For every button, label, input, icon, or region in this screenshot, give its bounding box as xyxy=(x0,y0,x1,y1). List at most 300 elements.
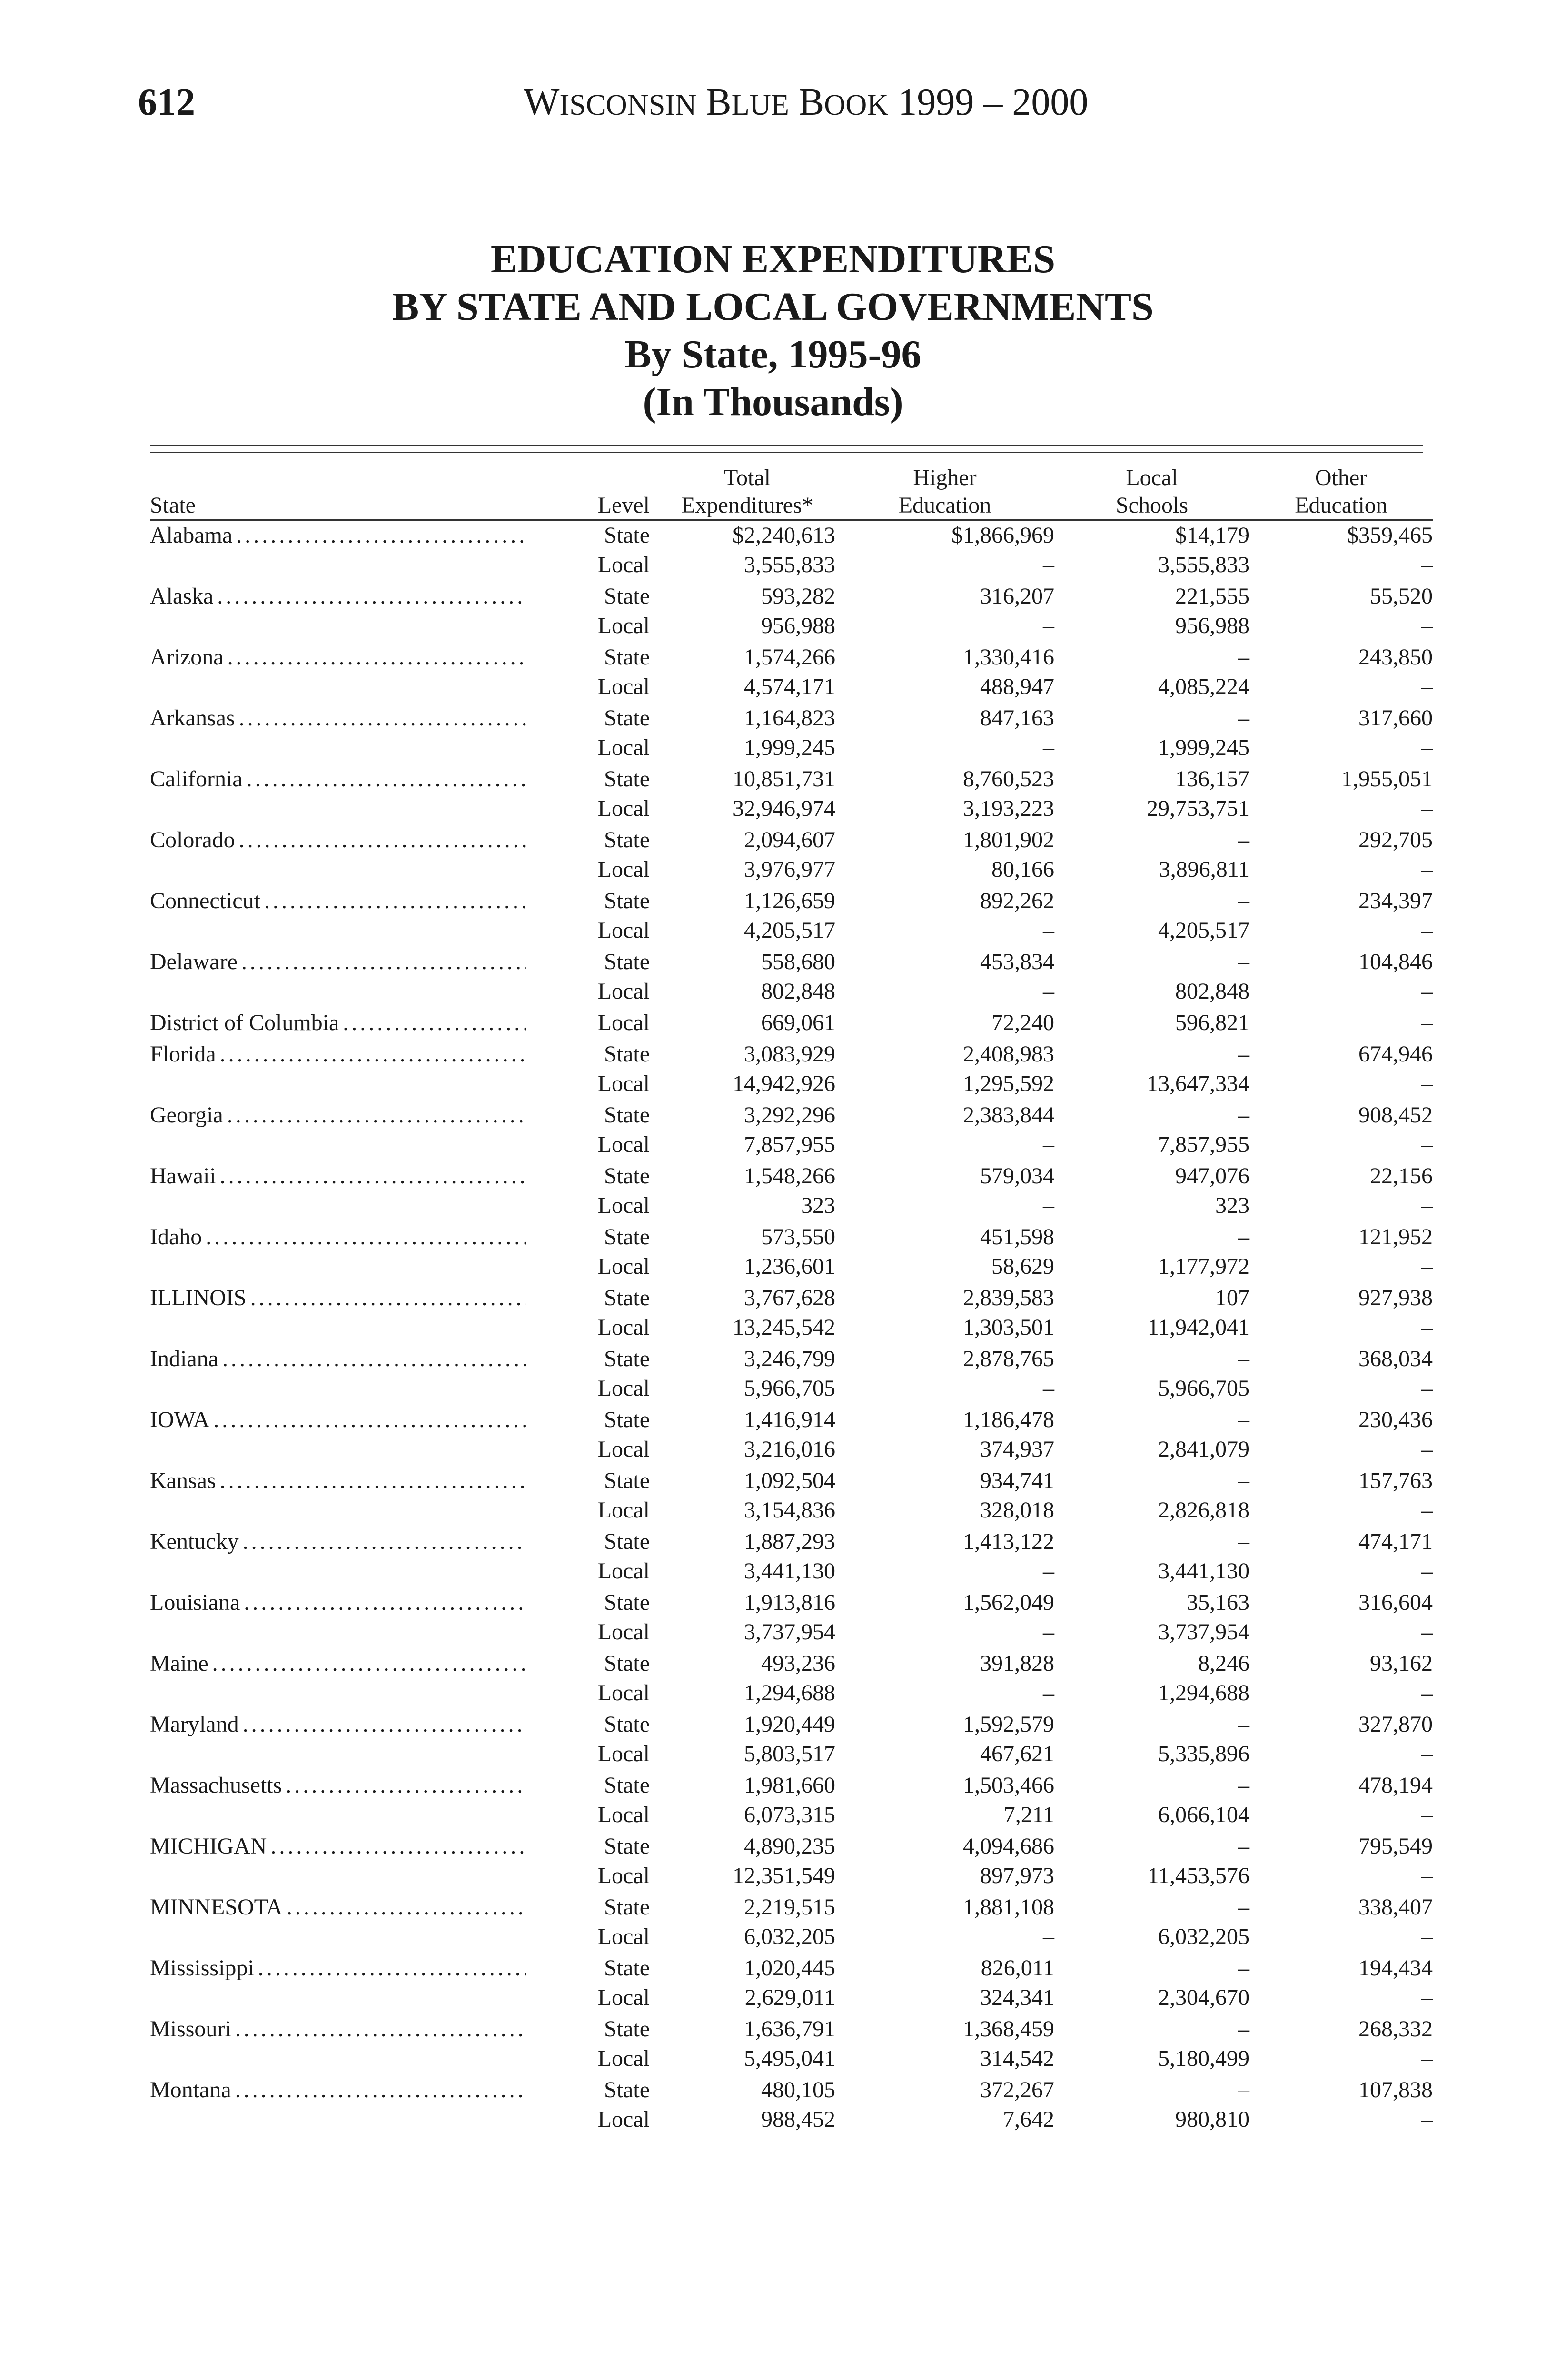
higher-education-cell: 1,330,416 xyxy=(963,645,1054,670)
total-cell: 1,020,445 xyxy=(744,1955,835,1981)
level-cell: State xyxy=(604,1102,650,1128)
higher-education-cell: 1,503,466 xyxy=(963,1773,1054,1798)
dot-leader xyxy=(258,1954,526,1983)
state-name: Georgia xyxy=(150,1102,223,1128)
other-education-cell: 316,604 xyxy=(1358,1590,1433,1615)
level-cell: State xyxy=(604,584,650,609)
higher-education-cell: 1,413,122 xyxy=(963,1529,1054,1554)
table-row xyxy=(150,977,1433,1006)
table-row xyxy=(150,672,1433,702)
state-cell xyxy=(150,1952,531,1983)
higher-education-cell: 934,741 xyxy=(980,1468,1054,1493)
level-cell: State xyxy=(604,523,650,548)
level-cell: Local xyxy=(597,1132,650,1157)
level-cell: State xyxy=(604,888,650,913)
local-schools-cell: – xyxy=(1238,1102,1249,1128)
local-schools-cell: 29,753,751 xyxy=(1147,796,1249,821)
state-cell xyxy=(150,1281,531,1313)
higher-education-cell: 892,262 xyxy=(980,888,1054,913)
state-cell xyxy=(150,1647,531,1678)
state-cell xyxy=(150,2013,531,2044)
higher-education-cell: 324,341 xyxy=(980,1985,1054,2010)
local-schools-cell: 1,294,688 xyxy=(1158,1680,1249,1706)
higher-education-cell: 328,018 xyxy=(980,1497,1054,1523)
higher-education-cell: 374,937 xyxy=(980,1437,1054,1462)
total-cell: 3,292,296 xyxy=(744,1102,835,1128)
local-schools-cell: – xyxy=(1238,2016,1249,2042)
higher-education-cell: – xyxy=(1043,1924,1054,1949)
other-education-cell: 927,938 xyxy=(1358,1285,1433,1310)
total-cell: 1,126,659 xyxy=(744,888,835,913)
other-education-cell: 478,194 xyxy=(1358,1773,1433,1798)
state-cell xyxy=(150,1006,531,1038)
higher-education-cell: 4,094,686 xyxy=(963,1834,1054,1859)
table-title xyxy=(0,236,1546,426)
state-name: Maine xyxy=(150,1651,208,1676)
level-cell: Local xyxy=(597,2046,650,2071)
state-cell xyxy=(150,1099,531,1130)
higher-education-cell: 488,947 xyxy=(980,674,1054,699)
local-schools-cell: 8,246 xyxy=(1198,1651,1249,1676)
higher-education-cell: 314,542 xyxy=(980,2046,1054,2071)
state-name: ILLINOIS xyxy=(150,1285,247,1310)
other-education-cell: – xyxy=(1421,1010,1433,1035)
level-cell: State xyxy=(604,1590,650,1615)
higher-education-cell: 2,408,983 xyxy=(963,1041,1054,1067)
local-schools-cell: 802,848 xyxy=(1175,979,1249,1004)
local-schools-cell: 6,066,104 xyxy=(1158,1802,1249,1827)
local-schools-cell: 3,555,833 xyxy=(1158,552,1249,577)
dot-leader xyxy=(222,1344,526,1374)
table-row xyxy=(150,1739,1433,1769)
local-schools-cell: – xyxy=(1238,1407,1249,1432)
other-education-cell: 93,162 xyxy=(1370,1651,1433,1676)
level-cell: State xyxy=(604,1224,650,1250)
level-cell: Local xyxy=(597,1680,650,1706)
state-name: Mississippi xyxy=(150,1955,254,1981)
level-cell: Local xyxy=(597,552,650,577)
other-education-cell: – xyxy=(1421,918,1433,943)
local-schools-cell: 947,076 xyxy=(1175,1163,1249,1189)
dot-leader xyxy=(220,1040,526,1069)
table-row xyxy=(150,2013,1433,2044)
total-cell: 493,236 xyxy=(761,1651,835,1676)
total-cell: 323 xyxy=(801,1193,835,1218)
level-cell: Local xyxy=(597,1437,650,1462)
total-cell: 558,680 xyxy=(761,949,835,974)
total-cell: 1,981,660 xyxy=(744,1773,835,1798)
state-name: Alaska xyxy=(150,584,214,609)
dot-leader xyxy=(239,704,526,733)
state-cell xyxy=(150,2073,531,2105)
local-schools-cell: – xyxy=(1238,705,1249,731)
col-header-total: Total Expenditures* xyxy=(659,464,835,520)
title-line-2: BY STATE AND LOCAL GOVERNMENTS xyxy=(392,285,1154,329)
level-cell: Local xyxy=(597,1497,650,1523)
local-schools-cell: 2,826,818 xyxy=(1158,1497,1249,1523)
col-header-local-schools: Local Schools xyxy=(1054,464,1249,520)
level-cell: Local xyxy=(597,2107,650,2132)
local-schools-cell: – xyxy=(1238,645,1249,670)
level-cell: State xyxy=(604,949,650,974)
local-schools-cell: 596,821 xyxy=(1175,1010,1249,1035)
local-schools-cell: 5,180,499 xyxy=(1158,2046,1249,2071)
other-education-cell: – xyxy=(1421,1619,1433,1645)
table-row xyxy=(150,1647,1433,1678)
local-schools-cell: $14,179 xyxy=(1175,523,1249,548)
level-cell: Local xyxy=(597,1254,650,1279)
other-education-cell: – xyxy=(1421,1254,1433,1279)
total-cell: 1,164,823 xyxy=(744,705,835,731)
table-row xyxy=(150,641,1433,672)
dot-leader xyxy=(343,1008,526,1038)
dot-leader xyxy=(247,764,526,794)
table-header xyxy=(150,464,1433,520)
state-name: Maryland xyxy=(150,1712,239,1737)
state-name: IOWA xyxy=(150,1407,210,1432)
state-cell xyxy=(150,1191,531,1220)
state-cell xyxy=(150,823,531,855)
total-cell: 4,890,235 xyxy=(744,1834,835,1859)
total-cell: 2,629,011 xyxy=(744,1985,835,2010)
higher-education-cell: 1,801,902 xyxy=(963,827,1054,853)
total-cell: 12,351,549 xyxy=(733,1863,835,1888)
state-cell xyxy=(150,580,531,611)
total-cell: 14,942,926 xyxy=(733,1071,835,1096)
higher-education-cell: 847,163 xyxy=(980,705,1054,731)
other-education-cell: – xyxy=(1421,796,1433,821)
other-education-cell: – xyxy=(1421,1924,1433,1949)
table-row xyxy=(150,1160,1433,1191)
local-schools-cell: 1,177,972 xyxy=(1158,1254,1249,1279)
state-cell xyxy=(150,520,531,551)
state-name: MICHIGAN xyxy=(150,1834,267,1859)
level-cell: State xyxy=(604,1468,650,1493)
higher-education-cell: – xyxy=(1043,613,1054,638)
state-cell xyxy=(150,1586,531,1617)
state-name: District of Columbia xyxy=(150,1010,339,1035)
higher-education-cell: 579,034 xyxy=(980,1163,1054,1189)
table-row xyxy=(150,611,1433,641)
other-education-cell: 268,332 xyxy=(1358,2016,1433,2042)
state-cell xyxy=(150,945,531,977)
level-cell: State xyxy=(604,1407,650,1432)
state-name: Florida xyxy=(150,1041,216,1067)
total-cell: 4,574,171 xyxy=(744,674,835,699)
total-cell: 32,946,974 xyxy=(733,796,835,821)
table-row xyxy=(150,1617,1433,1647)
dot-leader xyxy=(228,643,526,672)
local-schools-cell: – xyxy=(1238,1529,1249,1554)
state-name: Kansas xyxy=(150,1468,216,1493)
higher-education-cell: – xyxy=(1043,1376,1054,1401)
state-cell xyxy=(150,1678,531,1708)
level-cell: Local xyxy=(597,1315,650,1340)
table-row xyxy=(150,1861,1433,1891)
other-education-cell: 55,520 xyxy=(1370,584,1433,609)
state-cell xyxy=(150,1922,531,1952)
level-cell: Local xyxy=(597,1376,650,1401)
state-name: Arkansas xyxy=(150,705,235,731)
local-schools-cell: – xyxy=(1238,1346,1249,1371)
dot-leader xyxy=(286,1771,526,1800)
other-education-cell: 234,397 xyxy=(1358,888,1433,913)
other-education-cell: – xyxy=(1421,735,1433,760)
dot-leader xyxy=(235,2075,526,2105)
state-name: Montana xyxy=(150,2077,231,2102)
table-row xyxy=(150,1006,1433,1038)
other-education-cell: 22,156 xyxy=(1370,1163,1433,1189)
table-row xyxy=(150,1952,1433,1983)
level-cell: State xyxy=(604,1651,650,1676)
state-cell xyxy=(150,855,531,884)
total-cell: 3,216,016 xyxy=(744,1437,835,1462)
total-cell: 1,913,816 xyxy=(744,1590,835,1615)
level-cell: State xyxy=(604,827,650,853)
title-line-3: By State, 1995-96 xyxy=(624,332,922,377)
other-education-cell: 368,034 xyxy=(1358,1346,1433,1371)
other-education-cell: – xyxy=(1421,1132,1433,1157)
state-cell xyxy=(150,733,531,763)
local-schools-cell: 2,304,670 xyxy=(1158,1985,1249,2010)
local-schools-cell: – xyxy=(1238,949,1249,974)
total-cell: 669,061 xyxy=(761,1010,835,1035)
level-cell: State xyxy=(604,1712,650,1737)
state-cell xyxy=(150,2105,531,2134)
other-education-cell: 107,838 xyxy=(1358,2077,1433,2102)
higher-education-cell: 316,207 xyxy=(980,584,1054,609)
state-name: Alabama xyxy=(150,523,233,548)
dot-leader xyxy=(239,825,526,855)
level-cell: Local xyxy=(597,674,650,699)
level-cell: Local xyxy=(597,735,650,760)
table-row xyxy=(150,1252,1433,1281)
local-schools-cell: 35,163 xyxy=(1187,1590,1249,1615)
state-name: Louisiana xyxy=(150,1590,240,1615)
higher-education-cell: 1,303,501 xyxy=(963,1315,1054,1340)
higher-education-cell: 7,211 xyxy=(1003,1802,1054,1827)
local-schools-cell: 4,085,224 xyxy=(1158,674,1249,699)
total-cell: 573,550 xyxy=(761,1224,835,1250)
total-cell: $2,240,613 xyxy=(733,523,835,548)
local-schools-cell: – xyxy=(1238,1834,1249,1859)
other-education-cell: 194,434 xyxy=(1358,1955,1433,1981)
level-cell: State xyxy=(604,766,650,792)
state-cell xyxy=(150,1496,531,1525)
total-cell: 5,966,705 xyxy=(744,1376,835,1401)
other-education-cell: – xyxy=(1421,1558,1433,1584)
total-cell: 802,848 xyxy=(761,979,835,1004)
local-schools-cell: – xyxy=(1238,1773,1249,1798)
table-row xyxy=(150,1403,1433,1435)
total-cell: 1,887,293 xyxy=(744,1529,835,1554)
higher-education-cell: 80,166 xyxy=(991,857,1054,882)
total-cell: 13,245,542 xyxy=(733,1315,835,1340)
table-row xyxy=(150,1557,1433,1586)
state-cell xyxy=(150,550,531,580)
total-cell: 3,555,833 xyxy=(744,552,835,577)
other-education-cell: 908,452 xyxy=(1358,1102,1433,1128)
title-line-4: (In Thousands) xyxy=(643,380,903,424)
state-cell xyxy=(150,1861,531,1891)
state-cell xyxy=(150,1464,531,1496)
state-cell xyxy=(150,641,531,672)
other-education-cell: 674,946 xyxy=(1358,1041,1433,1067)
higher-education-cell: 372,267 xyxy=(980,2077,1054,2102)
col-header-other-education: Other Education xyxy=(1249,464,1433,520)
table-row xyxy=(150,1313,1433,1342)
table-row xyxy=(150,855,1433,884)
dot-leader xyxy=(244,1588,526,1617)
level-cell: State xyxy=(604,1894,650,1920)
local-schools-cell: 956,988 xyxy=(1175,613,1249,638)
table-row xyxy=(150,1496,1433,1525)
table-row xyxy=(150,1464,1433,1496)
level-cell: Local xyxy=(597,1863,650,1888)
local-schools-cell: – xyxy=(1238,1468,1249,1493)
state-name: Missouri xyxy=(150,2016,231,2042)
table-row xyxy=(150,916,1433,945)
table-row xyxy=(150,1678,1433,1708)
total-cell: 593,282 xyxy=(761,584,835,609)
table-row xyxy=(150,550,1433,580)
higher-education-cell: – xyxy=(1043,1132,1054,1157)
table-row xyxy=(150,733,1433,763)
title-line-1: EDUCATION EXPENDITURES xyxy=(490,237,1056,281)
total-cell: 3,083,929 xyxy=(744,1041,835,1067)
state-cell xyxy=(150,1252,531,1281)
table-row xyxy=(150,1038,1433,1069)
table-row xyxy=(150,1830,1433,1861)
local-schools-cell: 13,647,334 xyxy=(1147,1071,1249,1096)
dot-leader xyxy=(220,1466,526,1496)
other-education-cell: – xyxy=(1421,1741,1433,1766)
state-name: Kentucky xyxy=(150,1529,239,1554)
higher-education-cell: 826,011 xyxy=(981,1955,1054,1981)
higher-education-cell: 58,629 xyxy=(991,1254,1054,1279)
total-cell: 480,105 xyxy=(761,2077,835,2102)
state-cell xyxy=(150,1160,531,1191)
state-name: Indiana xyxy=(150,1346,218,1371)
local-schools-cell: – xyxy=(1238,888,1249,913)
local-schools-cell: – xyxy=(1238,1224,1249,1250)
other-education-cell: – xyxy=(1421,1985,1433,2010)
level-cell: Local xyxy=(597,1985,650,2010)
running-header xyxy=(0,81,1546,133)
total-cell: 6,073,315 xyxy=(744,1802,835,1827)
state-cell xyxy=(150,794,531,823)
state-cell xyxy=(150,884,531,916)
state-name: Massachusetts xyxy=(150,1773,282,1798)
col-header-higher-education: Higher Education xyxy=(835,464,1054,520)
higher-education-cell: 72,240 xyxy=(991,1010,1054,1035)
higher-education-cell: – xyxy=(1043,1558,1054,1584)
higher-education-cell: 3,193,223 xyxy=(963,796,1054,821)
table-row xyxy=(150,1708,1433,1739)
other-education-cell: 121,952 xyxy=(1358,1224,1433,1250)
dot-leader xyxy=(212,1649,526,1678)
table-row xyxy=(150,1769,1433,1800)
state-cell xyxy=(150,1403,531,1435)
table-row xyxy=(150,1342,1433,1374)
state-cell xyxy=(150,1800,531,1830)
total-cell: 2,219,515 xyxy=(744,1894,835,1920)
level-cell: State xyxy=(604,1955,650,1981)
state-cell xyxy=(150,1708,531,1739)
table-row xyxy=(150,1983,1433,2013)
total-cell: 1,236,601 xyxy=(744,1254,835,1279)
local-schools-cell: 7,857,955 xyxy=(1158,1132,1249,1157)
col-header-level: Level xyxy=(531,464,659,520)
total-cell: 1,999,245 xyxy=(744,735,835,760)
state-cell xyxy=(150,1830,531,1861)
table-row xyxy=(150,1800,1433,1830)
level-cell: State xyxy=(604,705,650,731)
other-education-cell: – xyxy=(1421,613,1433,638)
higher-education-cell: – xyxy=(1043,1680,1054,1706)
total-cell: 3,767,628 xyxy=(744,1285,835,1310)
state-cell xyxy=(150,1891,531,1922)
table-row xyxy=(150,1191,1433,1220)
state-cell xyxy=(150,1038,531,1069)
level-cell: State xyxy=(604,1285,650,1310)
higher-education-cell: 467,621 xyxy=(980,1741,1054,1766)
higher-education-cell: 1,368,459 xyxy=(963,2016,1054,2042)
table-row xyxy=(150,1099,1433,1130)
state-cell xyxy=(150,611,531,641)
other-education-cell: – xyxy=(1421,1071,1433,1096)
dot-leader xyxy=(250,1283,526,1313)
table-row xyxy=(150,794,1433,823)
state-cell xyxy=(150,977,531,1006)
higher-education-cell: – xyxy=(1043,552,1054,577)
total-cell: 1,416,914 xyxy=(744,1407,835,1432)
page-number: 612 xyxy=(138,81,195,123)
table-row xyxy=(150,2044,1433,2073)
higher-education-cell: 2,839,583 xyxy=(963,1285,1054,1310)
total-cell: 5,803,517 xyxy=(744,1741,835,1766)
other-education-cell: – xyxy=(1421,1315,1433,1340)
total-cell: 1,920,449 xyxy=(744,1712,835,1737)
higher-education-cell: – xyxy=(1043,918,1054,943)
book-title: WISCONSIN BLUE BOOK 1999 – 2000 xyxy=(524,81,1089,123)
table-row xyxy=(150,945,1433,977)
local-schools-cell: – xyxy=(1238,827,1249,853)
state-name: MINNESOTA xyxy=(150,1894,283,1920)
total-cell: 1,092,504 xyxy=(744,1468,835,1493)
state-name: Connecticut xyxy=(150,888,260,913)
top-rule xyxy=(150,445,1423,446)
other-education-cell: – xyxy=(1421,2107,1433,2132)
level-cell: Local xyxy=(597,613,650,638)
other-education-cell: 338,407 xyxy=(1358,1894,1433,1920)
higher-education-cell: 1,562,049 xyxy=(963,1590,1054,1615)
level-cell: Local xyxy=(597,1010,650,1035)
table-row xyxy=(150,1069,1433,1099)
table-row xyxy=(150,884,1433,916)
local-schools-cell: – xyxy=(1238,1041,1249,1067)
state-cell xyxy=(150,916,531,945)
level-cell: Local xyxy=(597,796,650,821)
other-education-cell: – xyxy=(1421,1376,1433,1401)
other-education-cell: 327,870 xyxy=(1358,1712,1433,1737)
other-education-cell: 1,955,051 xyxy=(1341,766,1433,792)
table-row xyxy=(150,823,1433,855)
level-cell: Local xyxy=(597,918,650,943)
state-cell xyxy=(150,2044,531,2073)
level-cell: Local xyxy=(597,1619,650,1645)
table-row xyxy=(150,1130,1433,1160)
